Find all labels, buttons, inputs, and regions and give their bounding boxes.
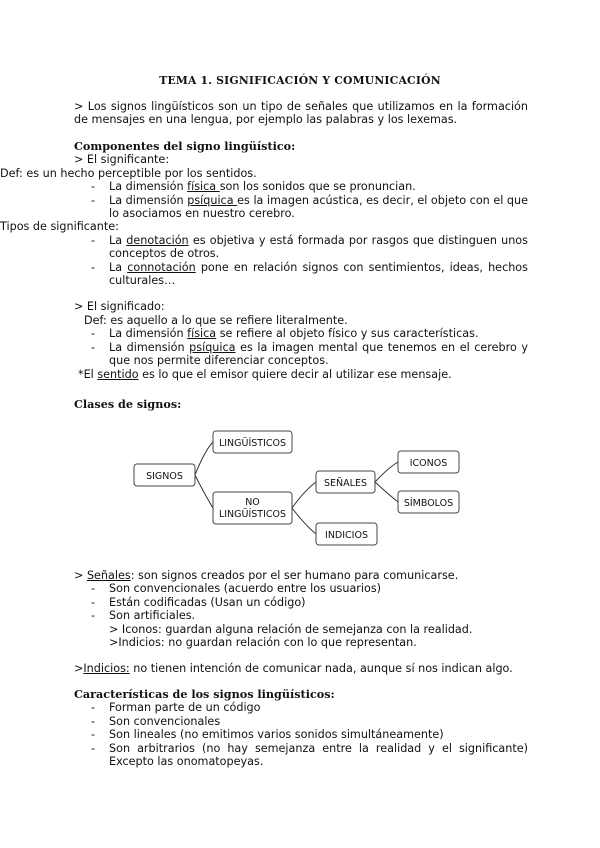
denotacion-item: - La denotación es objetiva y está formada por rasgos que distinguen unos conceptos de otros. [74, 234, 528, 261]
intro-paragraph: > Los signos lingüísticos son un tipo de señales que utilizamos en la formación de mensajes en una lengua, por ejemplo las palabras y los lexemas. [74, 100, 528, 127]
connector-no-ling-senales [292, 482, 316, 508]
significante-label: > El significante: [74, 153, 170, 167]
signs-diagram [0, 420, 600, 560]
significado-label: > El significado: [74, 300, 165, 314]
caracteristica-item: - Son arbitrarios (no hay semejanza entre la realidad y el significante) Excepto las onomatopeyas. [74, 742, 528, 769]
significante-def: Def: es un hecho perceptible por los sentidos. [0, 166, 257, 180]
sdo-fisica-item: - La dimensión física se refiere al objeto físico y sus características. [74, 327, 528, 340]
senales-section [74, 569, 528, 649]
components-heading: Componentes del signo lingüístico: [74, 139, 296, 153]
connector-signos-linguisticos [195, 442, 213, 475]
significado-def: Def: es aquello a lo que se refiere literalmente. [84, 313, 348, 327]
caracteristicas-heading: Características de los signos lingüísticos: [74, 687, 335, 701]
connector-signos-no-linguisticos [195, 475, 213, 508]
label-signos: SIGNOS [146, 471, 183, 482]
label-iconos: ICONOS [409, 458, 448, 469]
label-no: NO [245, 497, 260, 508]
page-title: TEMA 1. SIGNIFICACIÓN Y COMUNICACIÓN [159, 74, 441, 87]
caracteristicas-section [74, 688, 528, 768]
label-senales: SEÑALES [324, 478, 367, 489]
sdo-psiquica-item: - La dimensión psíquica es la imagen mental que tenemos en el cerebro y que nos permite diferenciar conceptos. [74, 341, 528, 368]
senales-item: - Están codificadas (Usan un código) [74, 596, 528, 609]
caracteristica-item: - Son lineales (no emitimos varios sonidos simultáneamente) [74, 728, 528, 741]
indicios-def: >Indicios: no tienen intención de comunicar nada, aunque sí nos indican algo. [74, 662, 513, 675]
caracteristica-item: - Forman parte de un código [74, 701, 528, 714]
dim-psiquica-item: - La dimensión psíquica es la imagen acústica, es decir, el objeto con el que lo asociamos en nuestro cerebro. [74, 194, 528, 221]
clases-heading: Clases de signos: [74, 397, 182, 411]
senales-simbolos: >Indicios: no guardan relación con lo que representan. [109, 636, 417, 650]
connotacion-item: - La connotación pone en relación signos con sentimientos, ideas, hechos culturales… [74, 261, 528, 288]
senales-item: - Son artificiales. [74, 609, 528, 622]
caracteristica-item: - Son convencionales [74, 715, 528, 728]
connector-no-ling-indicios [292, 508, 316, 534]
senales-def: > Señales: son signos creados por el ser humano para comunicarse. [74, 569, 459, 582]
label-no-linguisticos: LINGÜÍSTICOS [218, 509, 287, 520]
label-simbolos: SÍMBOLOS [403, 498, 454, 509]
sentido-note: *El sentido es lo que el emisor quiere decir al utilizar ese mensaje. [78, 367, 452, 381]
label-linguisticos: LINGÜÍSTICOS [218, 438, 287, 449]
connector-senales-iconos [375, 462, 398, 482]
label-indicios: INDICIOS [325, 530, 368, 541]
tipos-label: Tipos de significante: [0, 220, 119, 234]
dim-fisica-item: - La dimensión física son los sonidos que se pronuncian. [74, 180, 528, 193]
senales-item: - Son convencionales (acuerdo entre los usuarios) [74, 582, 528, 595]
connector-senales-simbolos [375, 482, 398, 502]
senales-iconos: > Iconos: guardan alguna relación de semejanza con la realidad. [109, 622, 473, 636]
components-section [0, 139, 529, 381]
